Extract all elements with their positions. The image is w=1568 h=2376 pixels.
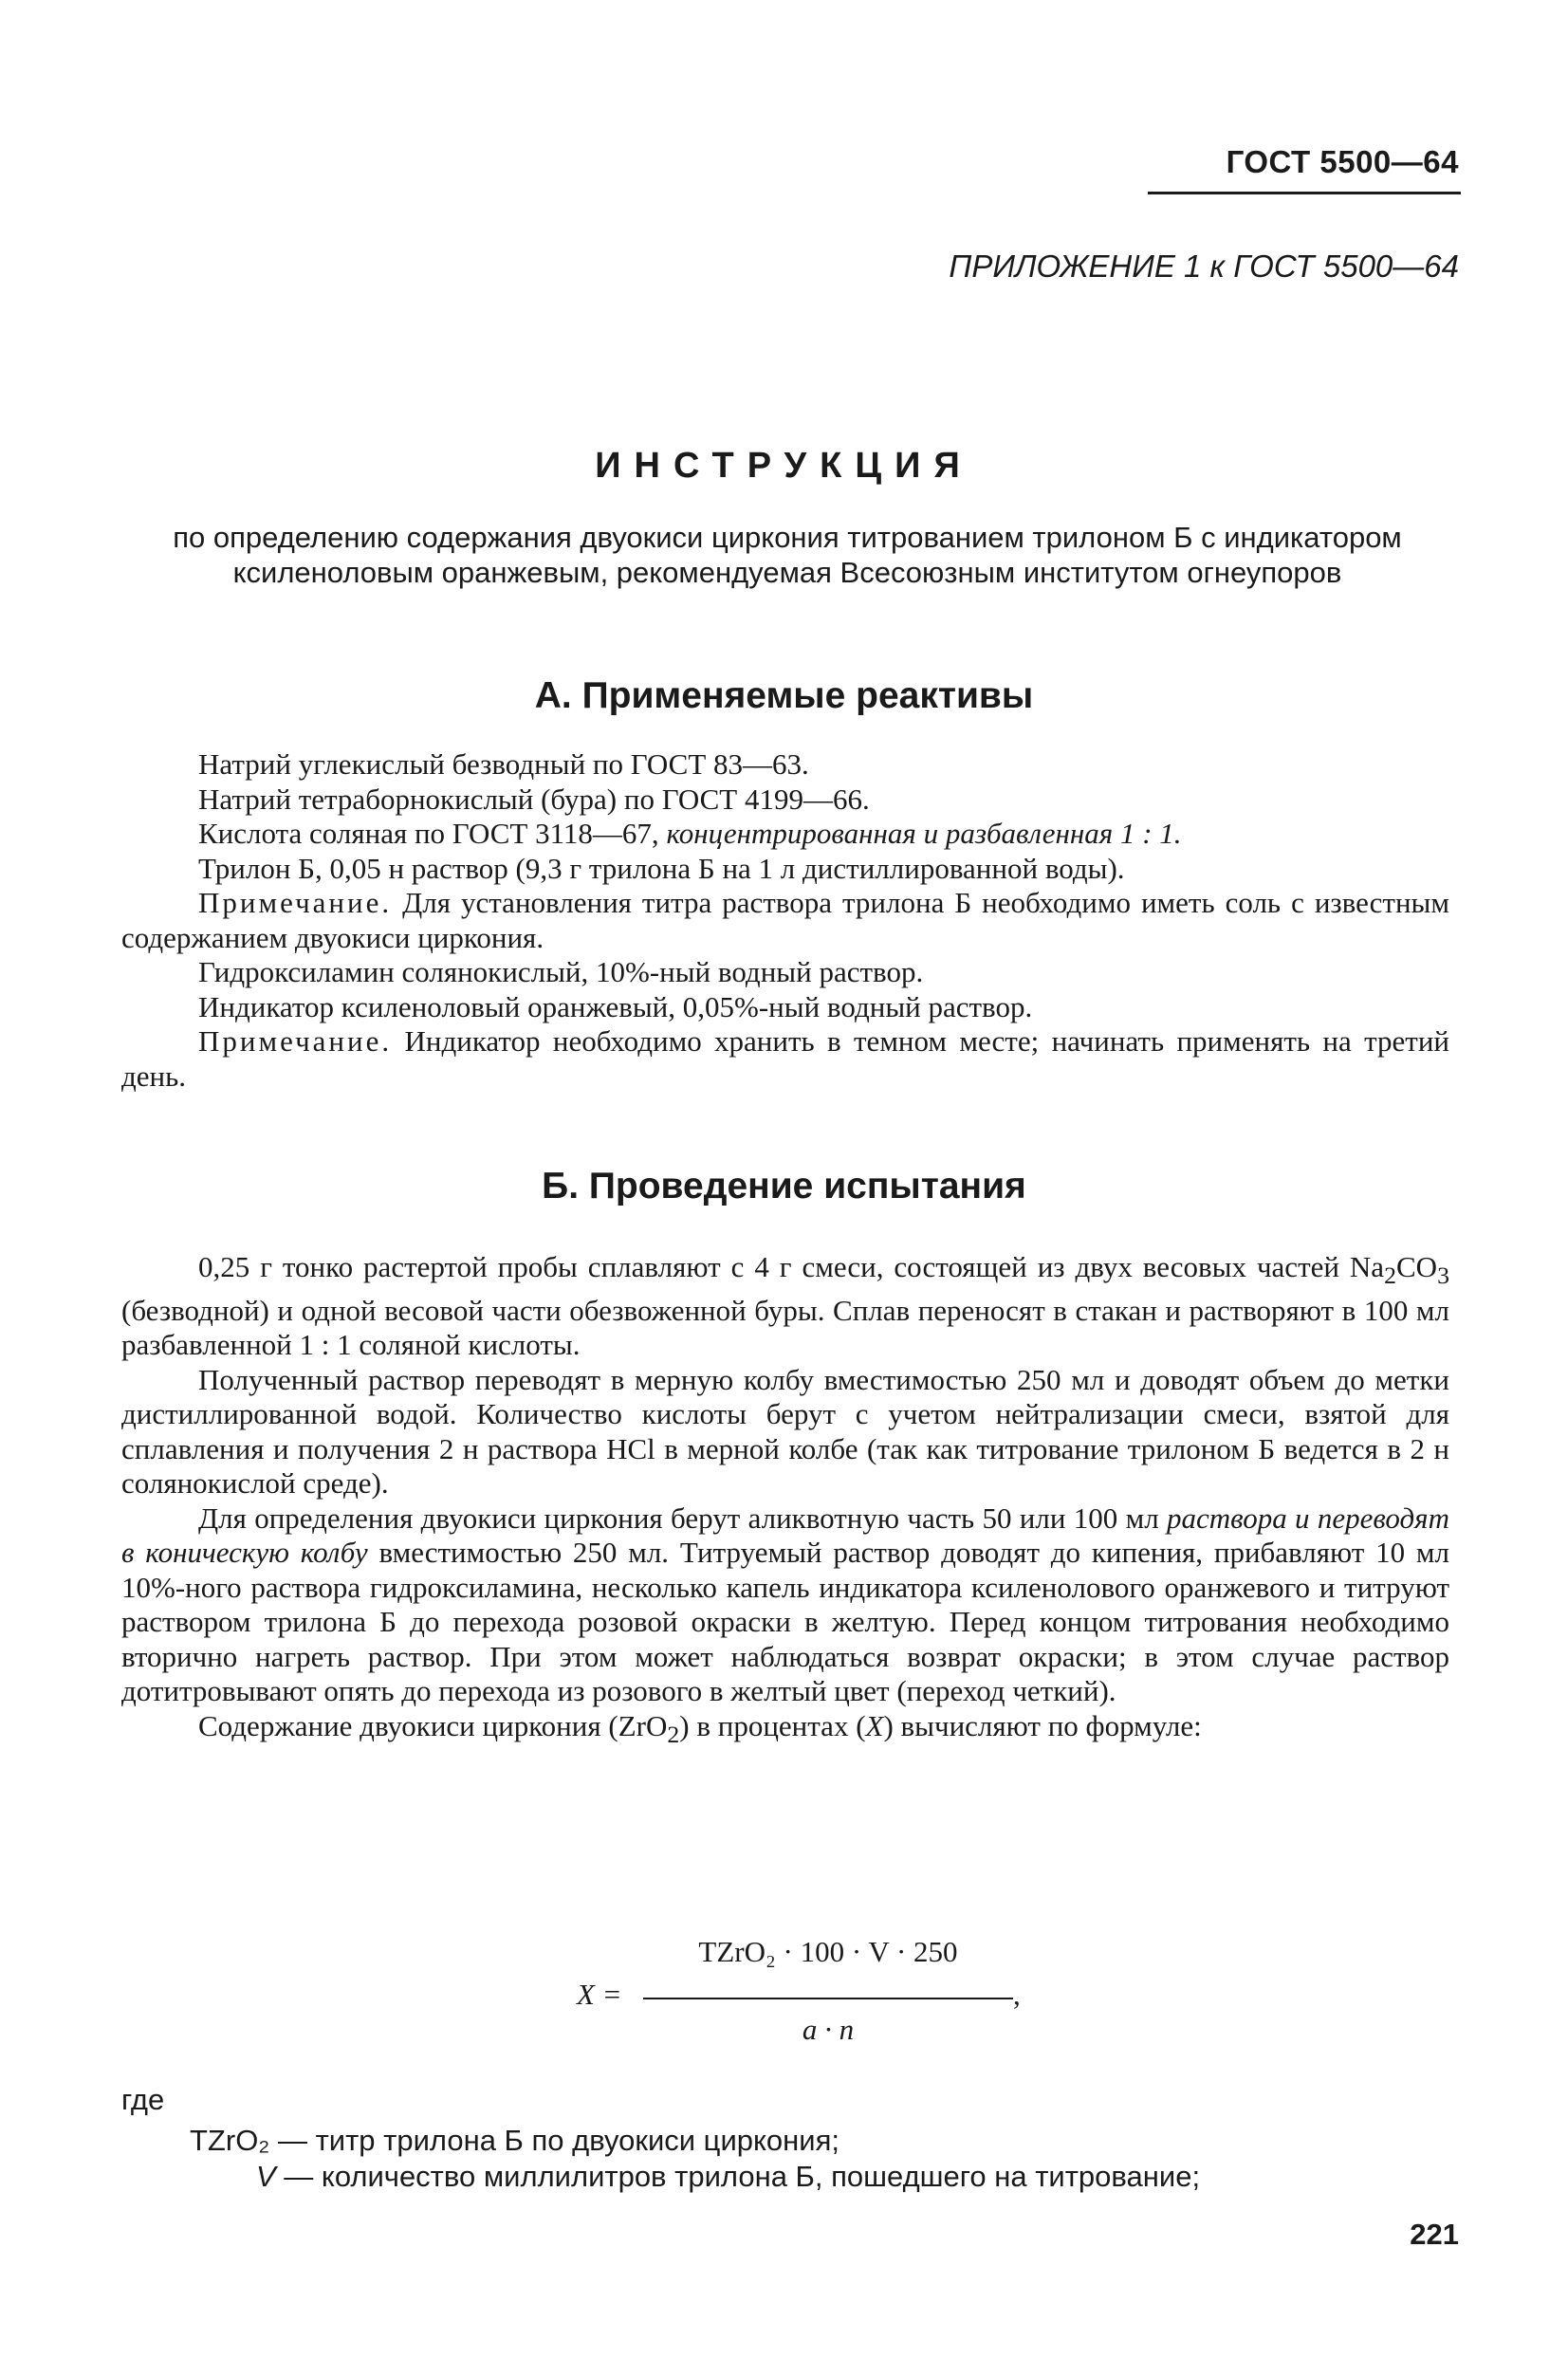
appendix-label: ПРИЛОЖЕНИЕ 1 к ГОСТ 5500—64 [949,249,1459,284]
definition-item [190,2123,1461,2159]
text-run: ) вычисляют по формуле: [883,1708,1202,1742]
subscript: 2 [1384,1262,1396,1290]
header-rule [1148,192,1461,194]
text-run: Для определения двуокиси циркония берут аликвотную часть 50 или 100 мл [198,1501,1167,1535]
text-run-italic: раствора и переводят в коническую колбу [121,1501,1449,1570]
note-text: Для установления титра раствора трилона Б необходимо иметь соль с известным содержанием двуокиси циркония. [121,886,1449,954]
section-b-heading: Б. Проведение испытания [542,1166,1026,1206]
subscript: 3 [1437,1262,1449,1290]
reagent-item: Трилон Б, 0,05 н раствор (9,3 г трилона Б на 1 л дистиллированной воды). [198,851,1125,885]
paragraph [121,1709,1449,1753]
reagent-item [121,817,1449,852]
definition-text: — количество миллилитров трилона Б, пошедшего на титрование; [275,2160,1201,2193]
reagent-item: Натрий углекислый безводный по ГОСТ 83—63. [198,747,809,781]
text-run: Содержание двуокиси циркония (ZrO [198,1708,668,1742]
text-run: CO [1396,1250,1438,1283]
paragraph: Полученный раствор переводят в мерную колбу вместимостью 250 мл и доводят объем до метки дистиллированной водой. Количество кислоты берут с учетом нейтрализации смеси, взятой для сплавления и получения 2 н раствора HCl в мерной колбе (так как титрование трилоном Б ведется в 2 н солянокислой среде). [121,1362,1449,1501]
section-a-heading: А. Применяемые реактивы [534,675,1034,716]
text-run: 0,25 г тонко растертой пробы сплавляют с 4 г смеси, состоящей из двух весовых частей Na [198,1250,1385,1283]
formula-comma: , [1013,1978,1021,2011]
formula [531,1935,1062,2046]
text-run: ) в процентах ( [679,1708,866,1742]
fraction-bar [643,1998,1013,1999]
reagent-text: Кислота соляная по ГОСТ 3118—67, [198,817,667,850]
paragraph [121,1501,1449,1709]
document-subtitle: по определению содержания двуокиси циркония титрованием трилоном Б с индикатором ксиленоловым оранжевым, рекомендуемая Всесоюзным институтом огнеупоров [173,521,1402,589]
formula-lhs: X = [577,1978,622,2011]
note-label: Примечание. [198,1024,393,1058]
page-number: 221 [1410,2218,1459,2251]
definition-term: V [256,2160,276,2193]
note [121,886,1449,955]
variable-x: X [865,1708,884,1742]
procedure-text [121,1250,1449,1752]
reagent-item: Индикатор ксиленоловый оранжевый, 0,05%-ный водный раствор. [198,989,1033,1023]
formula-denominator: a · n [802,2013,855,2046]
where-label: где [121,2083,165,2116]
note [121,1024,1449,1094]
document-code: ГОСТ 5500—64 [1226,144,1459,179]
note-label: Примечание. [198,886,393,919]
text-run: вместимостью 250 мл. Титруемый раствор доводят до кипения, прибавляют 10 мл 10%-ного раствора гидроксиламина, несколько капель индикатора ксиленолового оранжевого и титруют раствором трилона Б до перехода розовой окраски в желтую. Перед концом титрования необходимо вторично нагреть раствор. При этом может наблюдаться возврат окраски; в этом случае раствор дотитровывают опять до перехода из розового в желтый цвет (переход четкий). [121,1536,1450,1708]
document-title: ИНСТРУКЦИЯ [595,446,973,486]
reagent-item: Гидроксиламин солянокислый, 10%-ный водный раствор. [198,955,924,988]
definition-text: — титр трилона Б по двуокиси циркония; [269,2124,839,2157]
reagent-item: Натрий тетраборнокислый (бура) по ГОСТ 4199—66. [198,782,870,816]
reagent-text-italic: концентрированная и разбавленная 1 : 1. [666,817,1182,850]
formula-numerator: TZrO₂ · 100 · V · 250 [698,1935,958,1968]
paragraph [121,1250,1449,1363]
text-run: (безводной) и одной весовой части обезвоженной буры. Сплав переносят в стакан и растворяют в 100 мл разбавленной 1 : 1 соляной кислоты. [121,1293,1449,1362]
subscript: 2 [667,1720,680,1748]
note-text: Индикатор необходимо хранить в темном месте; начинать применять на третий день. [121,1024,1449,1093]
definition-item [190,2159,1461,2195]
definitions-list [190,2123,1461,2195]
reagents-list [121,747,1449,1094]
definition-term: TZrO₂ [190,2124,270,2157]
